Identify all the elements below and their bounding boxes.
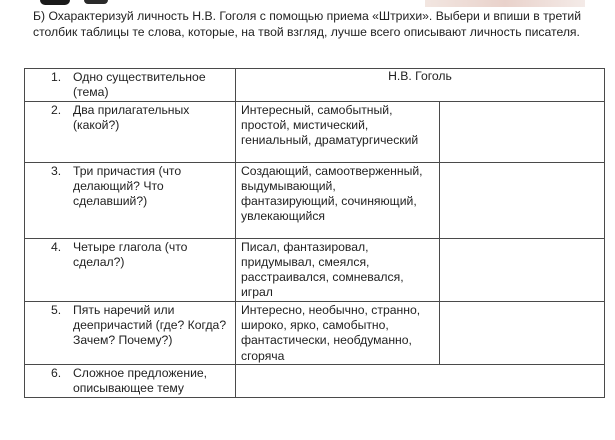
answer-cell[interactable] bbox=[236, 364, 605, 397]
table-row bbox=[25, 69, 605, 102]
cropped-image-fragment bbox=[84, 0, 108, 4]
table-row bbox=[25, 101, 605, 162]
task-cell bbox=[25, 162, 236, 238]
word-bank-cell: Создающий, самоотверженный, выдумывающий, фантазирующий, сочиняющий, увлекающийся bbox=[236, 162, 440, 238]
task-text: Три причастия (что делающий? Что сделавший?) bbox=[73, 163, 182, 209]
task-cell bbox=[25, 238, 236, 301]
task-cell bbox=[25, 101, 236, 162]
task-text: Четыре глагола (что сделал?) bbox=[73, 239, 188, 269]
task-instructions: Б) Охарактеризуй личность Н.В. Гоголя с помощью приема «Штрихи». Выбери и впиши в третий столбик таблицы те слова, которые, на твой взгляд, лучше всего описывают личность писателя. bbox=[33, 9, 582, 39]
table-row bbox=[25, 301, 605, 364]
table-row bbox=[25, 162, 605, 238]
cropped-top-image bbox=[0, 0, 615, 7]
answer-cell[interactable] bbox=[440, 238, 605, 301]
task-cell bbox=[25, 69, 236, 102]
word-bank-cell: Интересно, необычно, странно, широко, ярко, самобытно, фантастически, необдуманно, сгоряча bbox=[236, 301, 440, 364]
task-text: Пять наречий или деепричастий (где? Когда? Зачем? Почему?) bbox=[73, 302, 227, 348]
task-text: Сложное предложение, описывающее тему bbox=[73, 365, 208, 396]
task-text: Одно существительное (тема) bbox=[73, 70, 206, 100]
table-row bbox=[25, 238, 605, 301]
column-header-gogol: Н.В. Гоголь bbox=[236, 69, 605, 102]
row-number: 3. bbox=[51, 163, 62, 178]
row-number: 2. bbox=[51, 102, 62, 117]
task-cell bbox=[25, 364, 236, 397]
word-bank-cell: Писал, фантазировал, придумывал, смеялся, расстраивался, сомневался, играл bbox=[236, 238, 440, 301]
answer-cell[interactable] bbox=[440, 301, 605, 364]
task-cell bbox=[25, 301, 236, 364]
row-number: 1. bbox=[51, 70, 62, 84]
worksheet-table bbox=[24, 68, 605, 398]
row-number: 4. bbox=[51, 239, 62, 254]
task-text: Два прилагательных (какой?) bbox=[73, 102, 190, 132]
cropped-photo-fragment bbox=[425, 0, 585, 7]
answer-cell[interactable] bbox=[440, 162, 605, 238]
word-bank-cell: Интересный, самобытный, простой, мистический, гениальный, драматургический bbox=[236, 101, 440, 162]
table-row bbox=[25, 364, 605, 397]
cropped-image-fragment bbox=[40, 0, 70, 5]
answer-cell[interactable] bbox=[440, 101, 605, 162]
row-number: 6. bbox=[51, 365, 62, 380]
row-number: 5. bbox=[51, 302, 62, 317]
